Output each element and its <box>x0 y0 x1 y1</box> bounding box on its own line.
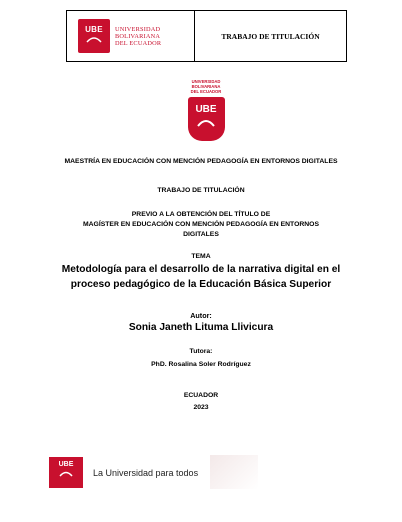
theme-line: proceso pedagógico de la Educación Básica Superior <box>70 279 332 290</box>
tutor-label: Tutora: <box>189 348 213 355</box>
header-title: TRABAJO DE TITULACIÓN <box>221 31 320 41</box>
purpose-line: MAGÍSTER EN EDUCACIÓN CON MENCIÓN PEDAGOGÍA EN ENTORNOS <box>82 221 320 228</box>
ube-shield <box>188 97 225 141</box>
program-title: MAESTRÍA EN EDUCACIÓN CON MENCIÓN PEDAGOGÍA EN ENTORNOS DIGITALES <box>64 158 338 165</box>
country: ECUADOR <box>183 392 219 399</box>
footer-slogan: La Universidad para todos <box>93 467 199 478</box>
center-logo <box>181 80 231 141</box>
theme-label: TEMA <box>191 253 211 260</box>
logo-line: UNIVERSIDAD <box>191 79 221 84</box>
footer-logo <box>49 457 83 488</box>
tutor-name: PhD. Rosalina Soler Rodríguez <box>151 361 251 368</box>
theme-line: Metodología para el desarrollo de la narrativa digital en el <box>61 264 341 275</box>
work-type: TRABAJO DE TITULACIÓN <box>157 187 245 194</box>
ube-logo <box>78 19 110 53</box>
purpose-line: PREVIO A LA OBTENCIÓN DEL TÍTULO DE <box>131 211 271 218</box>
university-name <box>115 26 161 47</box>
hand-icon <box>58 468 74 478</box>
university-line: UNIVERSIDAD <box>115 25 161 33</box>
author-name: Sonia Janeth Lituma Llivicura <box>128 322 274 333</box>
logo-abbr: UBE <box>85 25 103 34</box>
header-table <box>66 10 347 62</box>
logo-line: BOLIVARIANA <box>191 83 221 89</box>
footer <box>49 457 256 488</box>
university-line: BOLIVARIANA <box>115 32 161 40</box>
year: 2023 <box>193 404 209 411</box>
purpose-line: DIGITALES <box>183 231 219 238</box>
hand-icon <box>195 115 217 129</box>
footer-logo-abbr: UBE <box>58 461 74 468</box>
university-line: DEL ECUADOR <box>115 39 162 47</box>
shield-abbr: UBE <box>195 104 217 116</box>
hand-icon <box>85 34 103 44</box>
header-logo-cell <box>67 11 195 61</box>
author-label: Autor: <box>190 311 212 320</box>
logo-line: DEL ECUADOR <box>190 88 222 94</box>
